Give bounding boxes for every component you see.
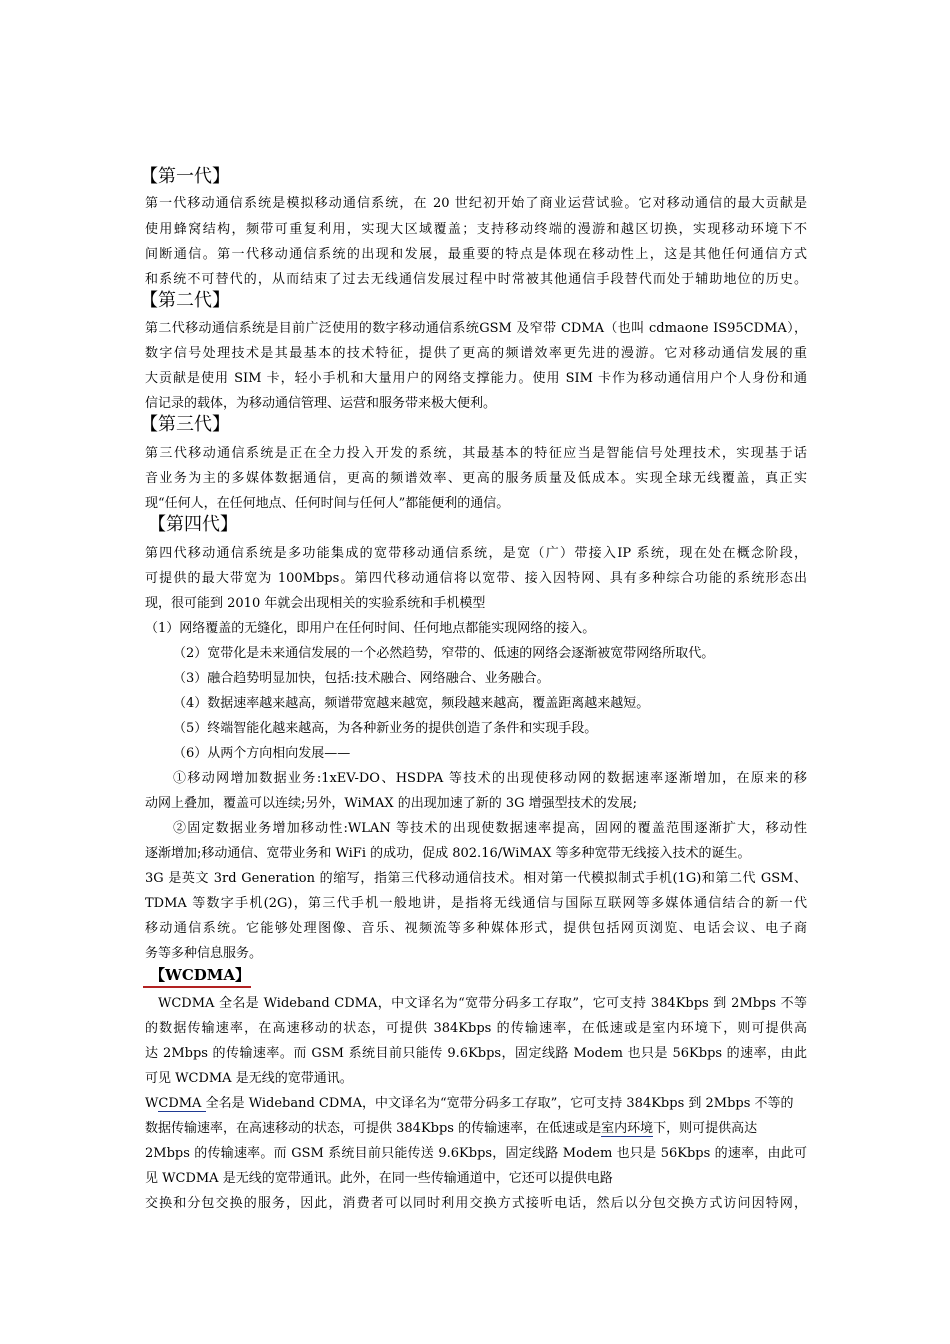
paragraph-line: 逐渐增加;移动通信、宽带业务和 WiFi 的成功，促成 802.16/WiMAX 等多种宽带无线接入技术的诞生。: [145, 846, 751, 861]
paragraph-line: 间断通信。第一代移动通信系统的出现和发展，最重要的特点是体现在移动性上，这是其他任何通信方式: [145, 247, 807, 262]
list-item: （6）从两个方向相向发展——: [173, 746, 351, 761]
paragraph-line: WCDMA 全名是 Wideband CDMA，中文译名为“宽带分码多工存取”，它可支持 384Kbps 到 2Mbps 不等: [158, 996, 807, 1011]
paragraph-line: 数字信号处理技术是其最基本的技术特征，提供了更高的频谱效率更先进的漫游。它对移动通信发展的重: [145, 346, 807, 361]
paragraph-line: 第一代移动通信系统是模拟移动通信系统，在 20 世纪初开始了商业运营试验。它对移动通信的最大贡献是: [145, 196, 807, 211]
paragraph-line: TDMA 等数字手机(2G)，第三代手机一般地讲，是指将无线通信与国际互联网等多媒体通信结合的新一代: [145, 896, 807, 911]
wcdma-link[interactable]: CDMA: [158, 1096, 206, 1111]
paragraph-line: 现，很可能到 2010 年就会出现相关的实验系统和手机模型: [145, 596, 486, 611]
paragraph-line: 移动通信系统。它能够处理图像、音乐、视频流等多种媒体形式，提供包括网页浏览、电话会议、电子商: [145, 921, 807, 936]
heading-underline: [143, 986, 251, 988]
paragraph-line: 达 2Mbps 的传输速率。而 GSM 系统目前只能传 9.6Kbps，固定线路 Modem 也只是 56Kbps 的速率，由此: [145, 1046, 807, 1061]
paragraph-line: 可见 WCDMA 是无线的宽带通讯。: [145, 1071, 353, 1086]
paragraph-line: 的数据传输速率，在高速移动的状态，可提供 384Kbps 的传输速率，在低速或是室内环境下，则可提供高: [145, 1021, 807, 1036]
list-item: （2）宽带化是未来通信发展的一个必然趋势，窄带的、低速的网络会逐渐被宽带网络所取代。: [173, 646, 715, 661]
heading-fourth-gen: 【第四代】: [148, 514, 238, 535]
paragraph-line: 音业务为主的多媒体数据通信，更高的频谱效率、更高的服务质量及低成本。实现全球无线覆盖，真正实: [145, 471, 807, 486]
paragraph-line: 和系统不可替代的，从而结束了过去无线通信发展过程中时常被其他通信手段替代而处于辅助地位的历史。: [145, 272, 807, 287]
paragraph-line: [145, 1121, 757, 1137]
paragraph-line: 交换和分包交换的服务，因此，消费者可以同时利用交换方式接听电话，然后以分包交换方式访问因特网，: [145, 1196, 807, 1211]
list-item: （4）数据速率越来越高，频谱带宽越来越宽，频段越来越高，覆盖距离越来越短。: [173, 696, 650, 711]
heading-second-gen: 【第二代】: [140, 290, 230, 311]
paragraph-line: 第三代移动通信系统是正在全力投入开发的系统，其最基本的特征应当是智能信号处理技术，实现基于话: [145, 446, 807, 461]
text-span: W: [145, 1096, 159, 1111]
paragraph-line: ①移动网增加数据业务:1xEV-DO、HSDPA 等技术的出现使移动网的数据速率逐渐增加，在原来的移: [173, 771, 807, 786]
paragraph-line: 第四代移动通信系统是多功能集成的宽带移动通信系统，是宽（广）带接入IP 系统，现在处在概念阶段，: [145, 546, 807, 561]
paragraph-line: 使用蜂窝结构，频带可重复利用，实现大区域覆盖；支持移动终端的漫游和越区切换，实现移动环境下不: [145, 222, 807, 237]
paragraph-line: 可提供的最大带宽为 100Mbps。第四代移动通信将以宽带、接入因特网、具有多种综合功能的系统形态出: [145, 571, 807, 586]
list-item: （3）融合趋势明显加快，包括:技术融合、网络融合、业务融合。: [173, 671, 550, 686]
text-span: 全名是 Wideband CDMA，中文译名为“宽带分码多工存取”，它可支持 384Kbps 到 2Mbps 不等的: [205, 1096, 794, 1111]
paragraph-line: 见 WCDMA 是无线的宽带通讯。此外，在同一些传输通道中，它还可以提供电路: [145, 1171, 613, 1186]
paragraph-line: [145, 1096, 794, 1112]
paragraph-line: ②固定数据业务增加移动性:WLAN 等技术的出现使数据速率提高，固网的覆盖范围逐渐扩大，移动性: [173, 821, 807, 836]
paragraph-line: 3G 是英文 3rd Generation 的缩写，指第三代移动通信技术。相对第一代模拟制式手机(1G)和第二代 GSM、: [145, 871, 807, 886]
paragraph-line: 动网上叠加，覆盖可以连续;另外，WiMAX 的出现加速了新的 3G 增强型技术的发展;: [145, 796, 638, 811]
text-span: 数据传输速率，在高速移动的状态，可提供 384Kbps 的传输速率，在低速或是: [145, 1121, 602, 1136]
list-item: （5）终端智能化越来越高，为各种新业务的提供创造了条件和实现手段。: [173, 721, 598, 736]
list-item: （1）网络覆盖的无缝化，即用户在任何时间、任何地点都能实现网络的接入。: [145, 621, 596, 636]
paragraph-line: 务等多种信息服务。: [145, 946, 263, 961]
paragraph-line: 2Mbps 的传输速率。而 GSM 系统目前只能传送 9.6Kbps，固定线路 Modem 也只是 56Kbps 的速率，由此可: [145, 1146, 807, 1161]
paragraph-line: 现“任何人，在任何地点、任何时间与任何人”都能便利的通信。: [145, 496, 510, 511]
paragraph-line: 信记录的载体，为移动通信管理、运营和服务带来极大便利。: [145, 396, 497, 411]
heading-third-gen: 【第三代】: [140, 414, 230, 435]
text-span: 下，则可提供高达: [653, 1121, 758, 1136]
paragraph-line: 第二代移动通信系统是目前广泛使用的数字移动通信系统GSM 及窄带 CDMA（也叫 cdmaone IS95CDMA），: [145, 321, 807, 336]
indoor-environment-link[interactable]: 室内环境: [601, 1121, 654, 1136]
heading-first-gen: 【第一代】: [140, 166, 230, 187]
heading-wcdma: 【WCDMA】: [150, 966, 251, 984]
paragraph-line: 大贡献是使用 SIM 卡，轻小手机和大量用户的网络支撑能力。使用 SIM 卡作为移动通信用户个人身份和通: [145, 371, 807, 386]
